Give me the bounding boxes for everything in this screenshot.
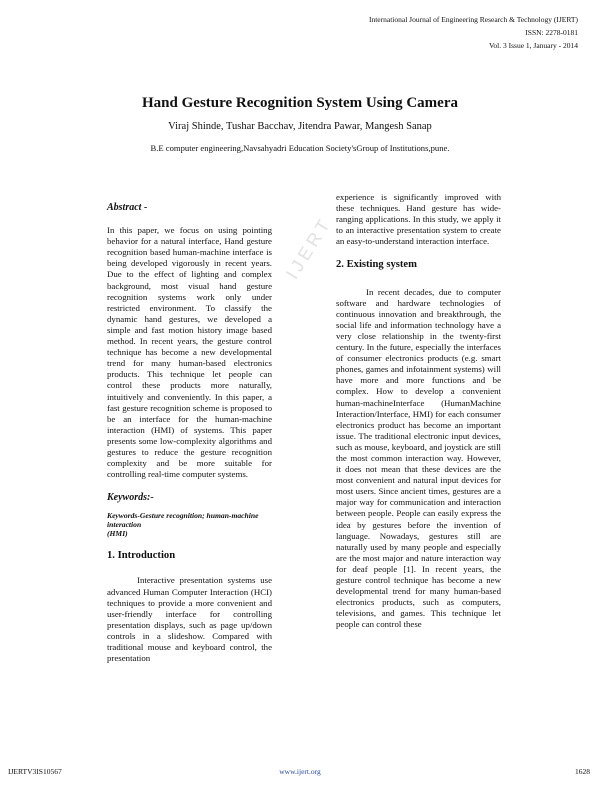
journal-name: International Journal of Engineering Research & Technology (IJERT)	[368, 15, 578, 24]
footer-site-link[interactable]: www.ijert.org	[279, 767, 321, 776]
keywords-text: Keywords-Gesture recognition; human-machine interaction	[107, 511, 259, 530]
keywords-heading: Keywords:-	[107, 492, 154, 504]
watermark: IJERT	[282, 212, 336, 283]
paper-title: Hand Gesture Recognition System Using Camera	[142, 95, 458, 111]
footer-paper-id: IJERTV3IS10567	[8, 767, 62, 776]
right-column	[336, 192, 501, 630]
continued-text: experience is significantly improved with these techniques. Hand gesture has wide-ranging applications. In this study, we apply it to an interactive presentation system to create an easy-to-understand interaction interface.	[336, 192, 501, 247]
abstract-text: In this paper, we focus on using pointing behavior for a natural interface, Hand gesture recognition based human-machine interface is being developed vigorously in recent years. Due to the effect of lighting and complex background, most visual hand gesture recognition systems work only under restricted environment. To classify the dynamic hand gestures, we developed a simple and fast motion history image based method. In recent years, the gesture control technique has become a new developmental trend for many human-based electronics products. This technique let people can control these products more naturally, intuitively and conveniently. In this paper, a fast gesture recognition scheme is proposed to be an interface for the human-machine interaction (HMI) of systems. This paper presents some low-complexity algorithms and gestures to reduce the gesture recognition complexity and be more suitable for controlling real-time computer systems.	[107, 225, 272, 480]
left-column	[107, 202, 272, 664]
abstract-heading: Abstract -	[107, 202, 148, 213]
existing-system-heading: 2. Existing system	[336, 259, 417, 271]
keywords-extra: (HMI)	[107, 529, 128, 539]
existing-system-text: In recent decades, due to computer software and hardware technologies of continuous innovation and breakthrough, the social life and information technology have a very close relationship in the twenty-first century. In the future, especially the interfaces of consumer electronics products (e.g. smart phones, games and infotainment systems) will have more and more functions and be complex. How to develop a convenient human-machineInterface (HumanMachine Interaction/Interface, HMI) for each consumer electronics product has become an important issue. The traditional electronic input devices, such as mouse, keyboard, and joystick are still the most common interaction way. However, it does not mean that these devices are the most convenient and natural input devices for most users. Since ancient times, gestures are a major way for communication and interaction between people. People can easily express the idea by gestures before the invention of language. Nowadays, gestures still are naturally used by many people and especially are the most major and nature interaction way for deaf people [1]. In recent years, the gesture control technique has become a new developmental trend for many human-based electronics products, such as computers, televisions, and games. This technique let people can control these	[336, 286, 501, 630]
intro-text: Interactive presentation systems use advanced Human Computer Interaction (HCI) techniques to provide a more convenient and user-friendly interface for controlling presentation displays, such as page up/down controls in a slideshow. Compared with traditional mouse and keyboard control, the presentation	[107, 575, 272, 664]
paper-affiliation: B.E computer engineering,Navsahyadri Education Society'sGroup of Institutions,pune.	[150, 143, 450, 153]
volume-issue: Vol. 3 Issue 1, January - 2014	[488, 41, 578, 50]
footer-page-number: 1628	[575, 767, 590, 776]
intro-heading: 1. Introduction	[107, 550, 176, 562]
issn: ISSN: 2278-0181	[525, 28, 578, 37]
paper-authors: Viraj Shinde, Tushar Bacchav, Jitendra Pawar, Mangesh Sanap	[168, 121, 432, 132]
